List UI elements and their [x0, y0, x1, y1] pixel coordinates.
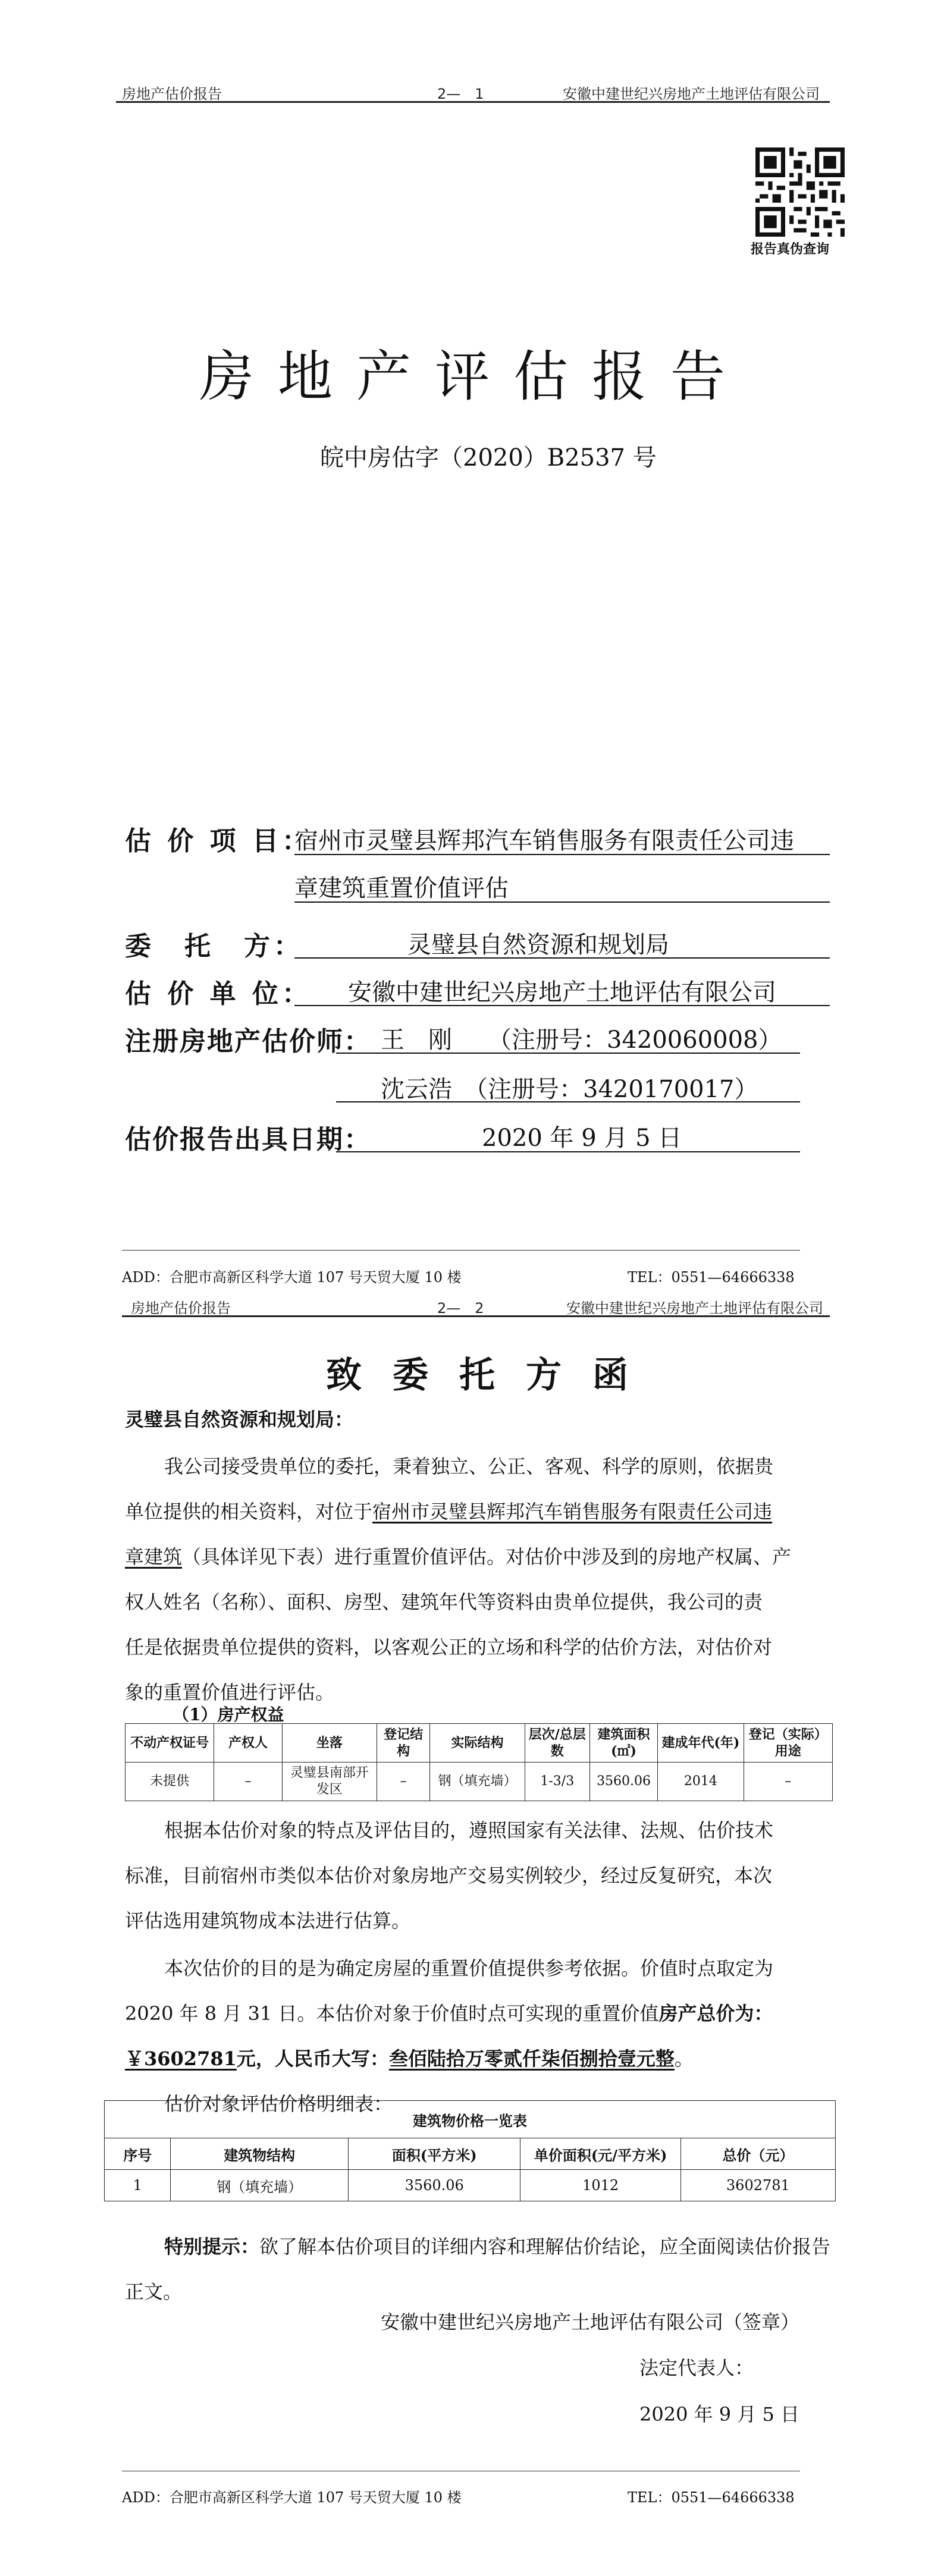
header-rule: [116, 101, 830, 103]
footer-phone: TEL：0551—64666338: [628, 2489, 795, 2506]
page-number: 2— 1: [437, 86, 484, 102]
document-code: 皖中房估字（2020）B2537 号: [320, 444, 657, 472]
table-cell: 1012: [520, 2170, 680, 2201]
table-header-cell: 坐落: [282, 1724, 377, 1763]
table-header-row: [126, 1724, 833, 1763]
para1-underlined-location: 宿州市灵璧县辉邦汽车销售服务有限责任公司违: [372, 1500, 773, 1523]
table-header-cell: 产权人: [214, 1724, 282, 1763]
table-header-cell: 单价面积(元/平方米): [520, 2138, 680, 2170]
para2-line-c: 评估选用建筑物成本法进行估算。: [125, 1909, 411, 1932]
table-cell: 3560.06: [589, 1763, 657, 1801]
table-header-cell: 序号: [105, 2138, 171, 2170]
table-header-cell: 建成年代(年): [658, 1724, 744, 1763]
client-label: 委 托 方：: [125, 931, 303, 962]
para1-line-f: 象的重置价值进行评估。: [125, 1681, 335, 1704]
page-header-left: 房地产估价报告: [122, 86, 222, 102]
appraiser-unit-value: 安徽中建世纪兴房地产土地评估有限公司: [348, 979, 776, 1006]
table-header-cell: 面积(平方米): [348, 2138, 520, 2170]
table-cell: 未提供: [126, 1763, 214, 1801]
page-number: 2— 2: [437, 1300, 484, 1317]
table-header-cell: 层次/总层数: [525, 1724, 589, 1763]
table-cell: 钢（填充墙）: [171, 2170, 348, 2201]
table-cell: –: [214, 1763, 282, 1801]
para3-line-b: [125, 1991, 833, 2036]
total-price-label: 房产总价为：: [658, 2002, 773, 2025]
paragraph-2: [125, 1808, 833, 1943]
footer-address: ADD：合肥市高新区科学大道 107 号天贸大厦 10 楼: [122, 2489, 462, 2506]
special-note: [125, 2224, 833, 2314]
qr-code-icon: [755, 147, 845, 237]
page-header-right: 安徽中建世纪兴房地产土地评估有限公司: [563, 86, 820, 102]
para1-line-a: 我公司接受贵单位的委托，秉着独立、公正、客观、科学的原则，依据贵: [164, 1455, 774, 1478]
table-row: [105, 2170, 836, 2201]
total-price-value: ￥3602781: [125, 2047, 237, 2070]
para3-period: 。: [674, 2047, 694, 2070]
appraiser-2: 沈云浩 （注册号：3420170017）: [381, 1076, 758, 1103]
project-underline-1: [294, 854, 830, 855]
rmb-uppercase-label: 元，人民币大写：: [236, 2047, 389, 2070]
table-cell: 灵璧县南部开发区: [282, 1763, 377, 1801]
property-rights-table: [125, 1723, 833, 1801]
table-title-row: [105, 2101, 836, 2138]
table-title: 建筑物价格一览表: [105, 2101, 836, 2138]
special-note-text: 欲了解本估价项目的详细内容和理解估价结论，应全面阅读估价报告: [259, 2235, 831, 2258]
page-header-right: 安徽中建世纪兴房地产土地评估有限公司: [566, 1300, 823, 1317]
footer-rule: [122, 1250, 800, 1251]
appraiser-unit-underline: [294, 1005, 830, 1006]
addressee: 灵璧县自然资源和规划局：: [125, 1408, 354, 1431]
table-header-cell: 实际结构: [430, 1724, 525, 1763]
para1-line-e: 任是依据贵单位提供的资料，以客观公正的立场和科学的估价方法，对估价对: [125, 1636, 773, 1658]
client-underline: [294, 957, 830, 959]
paragraph-3: [125, 1946, 833, 2126]
table-cell: 2014: [658, 1763, 744, 1801]
para2-line-b: 标准，目前宿州市类似本估价对象房地产交易实例较少，经过反复研究，本次: [125, 1864, 773, 1887]
client-value: 灵璧县自然资源和规划局: [407, 931, 669, 959]
para3-line-c: [125, 2036, 833, 2081]
registered-appraiser-label: 注册房地产估价师：: [125, 1026, 371, 1057]
table-row: [126, 1763, 833, 1801]
appraiser-unit-label: 估 价 单 位：: [125, 979, 312, 1009]
total-price-uppercase: 叁佰陆拾万零贰仟柒佰捌拾壹元整: [388, 2047, 675, 2070]
para1-line-d: 权人姓名（名称）、面积、房型、建筑年代等资料由贵单位提供，我公司的责: [125, 1591, 763, 1613]
header-rule: [122, 1315, 830, 1317]
letter-title: 致委托方函: [326, 1355, 659, 1396]
table1-caption: （1）房产权益: [173, 1705, 284, 1724]
special-note-label: 特别提示：: [164, 2235, 260, 2258]
project-value-line2: 章建筑重置价值评估: [294, 875, 509, 902]
para1-text: 单位提供的相关资料，对位于: [125, 1500, 373, 1523]
appraiser-1: 王 刚 （注册号：3420060008）: [381, 1026, 782, 1054]
qr-caption: 报告真伪查询: [751, 242, 830, 257]
table-header-cell: 建筑物结构: [171, 2138, 348, 2170]
para1-line-b: [125, 1489, 833, 1534]
report-date-label: 估价报告出具日期：: [125, 1124, 371, 1155]
signature-company: 安徽中建世纪兴房地产土地评估有限公司（签章）: [381, 2311, 800, 2333]
para1-line-c: [125, 1534, 833, 1579]
para3-text: 2020 年 8 月 31 日。本估价对象于价值时点可实现的重置价值: [125, 2002, 659, 2025]
project-label: 估 价 项 目：: [125, 826, 312, 856]
report-date-value: 2020 年 9 月 5 日: [482, 1124, 682, 1152]
special-note-line-1: [125, 2224, 833, 2269]
signature-date: 2020 年 9 月 5 日: [639, 2403, 800, 2426]
table-header-cell: 总价（元）: [680, 2138, 835, 2170]
table-cell: 1: [105, 2170, 171, 2201]
building-price-table: [104, 2100, 836, 2201]
table-cell: 3560.06: [348, 2170, 520, 2201]
table-header-row: [105, 2138, 836, 2170]
footer-address: ADD：合肥市高新区科学大道 107 号天贸大厦 10 楼: [122, 1269, 462, 1286]
paragraph-1: [125, 1444, 833, 1715]
table-cell: 钢（填充墙）: [430, 1763, 525, 1801]
para2-line-a: 根据本估价对象的特点及评估目的，遵照国家有关法律、法规、估价技术: [164, 1819, 774, 1842]
project-underline-2: [294, 901, 830, 903]
project-value-line1: 宿州市灵璧县辉邦汽车销售服务有限责任公司违: [294, 827, 794, 855]
para3-line-a: 本次估价的目的是为确定房屋的重置价值提供参考依据。价值时点取定为: [164, 1957, 774, 1980]
table-cell: 1-3/3: [525, 1763, 589, 1801]
report-date-underline: [336, 1151, 800, 1152]
table-header-cell: 不动产权证号: [126, 1724, 214, 1763]
para4-line: 估价对象评估价格明细表：: [164, 2093, 393, 2115]
appraiser-1-underline: [336, 1053, 800, 1054]
page-header-left: 房地产估价报告: [131, 1300, 231, 1317]
table-header-cell: 建筑面积(㎡): [589, 1724, 657, 1763]
table-header-cell: 登记（实际）用途: [744, 1724, 832, 1763]
footer-phone: TEL：0551—64666338: [628, 1269, 795, 1286]
special-note-line-2: 正文。: [125, 2280, 183, 2303]
para1-text: （具体详见下表）进行重置价值评估。对估价中涉及到的房地产权属、产: [182, 1545, 792, 1568]
para1-underlined-object: 章建筑: [125, 1545, 183, 1568]
table-cell: –: [377, 1763, 430, 1801]
appraiser-2-underline: [336, 1101, 800, 1102]
table-header-cell: 登记结构: [377, 1724, 430, 1763]
table-cell: –: [744, 1763, 832, 1801]
table-cell: 3602781: [680, 2170, 835, 2201]
report-title: 房地产评估报告: [199, 345, 749, 409]
legal-representative-label: 法定代表人：: [639, 2357, 754, 2379]
